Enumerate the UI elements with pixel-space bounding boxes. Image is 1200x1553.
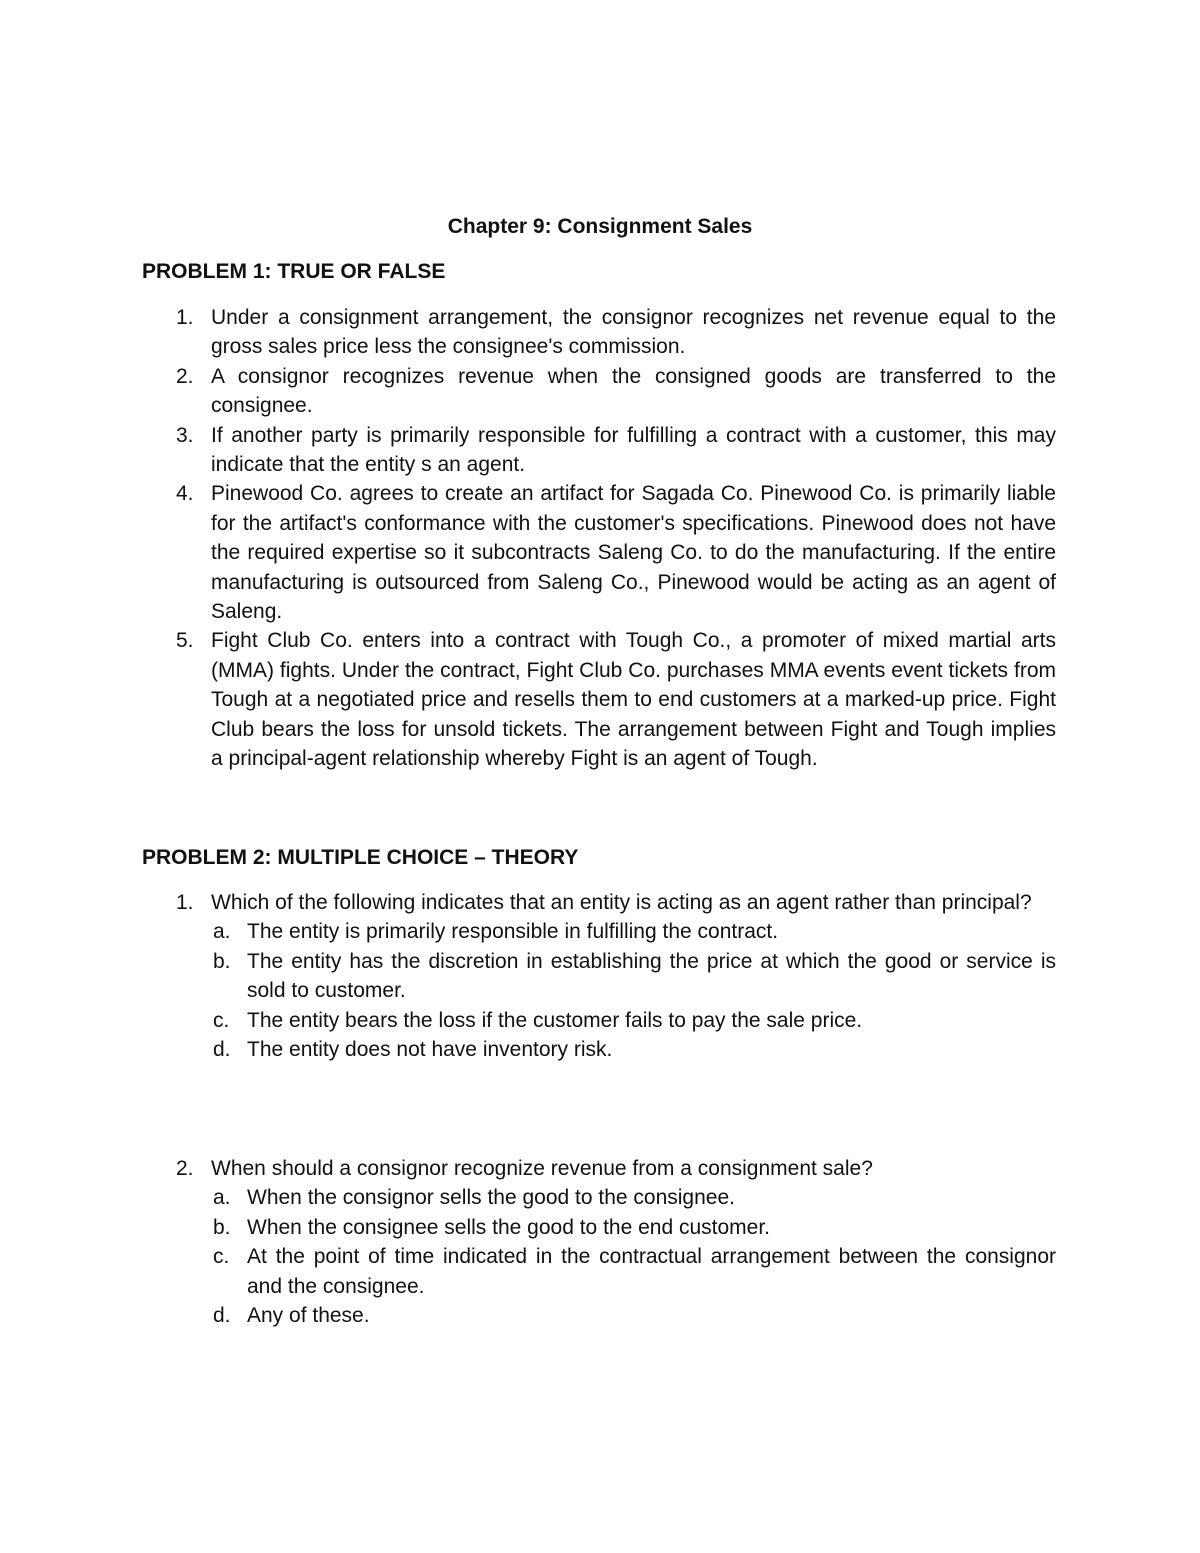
list-item — [142, 626, 1056, 773]
problem2-question-2 — [142, 1154, 1056, 1330]
choice-text: The entity has the discretion in establishing the price at which the good or service is sold to customer. — [247, 949, 1056, 1003]
question-number: 1. — [176, 891, 194, 914]
choice-letter: b. — [213, 1215, 231, 1239]
list-item — [142, 421, 1056, 480]
choice-item — [211, 1006, 1056, 1035]
choice-text: Any of these. — [247, 1304, 370, 1328]
choice-text: When the consignee sells the good to the end customer. — [247, 1215, 771, 1239]
choice-item — [211, 917, 1056, 946]
choice-letter: d. — [213, 1038, 231, 1062]
question-number: 2. — [176, 1157, 194, 1180]
choice-item — [211, 947, 1056, 1006]
choice-item — [211, 1213, 1056, 1242]
problem1-list — [142, 303, 1056, 774]
choice-letter: d. — [213, 1304, 231, 1328]
problem2-heading: PROBLEM 2: MULTIPLE CHOICE – THEORY — [142, 846, 579, 869]
choice-letter: c. — [213, 1008, 230, 1032]
question-item — [142, 888, 1056, 1064]
choice-item — [211, 1035, 1056, 1064]
question-item — [142, 1154, 1056, 1330]
choice-text: When the consignor sells the good to the consignee. — [247, 1186, 735, 1210]
choice-list — [211, 917, 1056, 1064]
question-text: When should a consignor recognize revenue from a consignment sale? — [211, 1157, 873, 1180]
problem1-heading: PROBLEM 1: TRUE OR FALSE — [142, 260, 446, 283]
item-number: 5. — [176, 629, 194, 653]
item-text: Fight Club Co. enters into a contract with Tough Co., a promoter of mixed martial arts (MMA) fights. Under the contract, Fight Club Co. purchases MMA events event tickets from Tough at a negotiated price and resells them to end customers at a marked-up price. Fight Club bears the loss for unsold tickets. The arrangement between Fight and Tough implies a principal-agent relationship whereby Fight is an agent of Tough. — [211, 629, 1056, 771]
question-text: Which of the following indicates that an entity is acting as an agent rather than principal? — [211, 891, 1032, 914]
choice-text: At the point of time indicated in the contractual arrangement between the consignor and the consignee. — [247, 1245, 1056, 1298]
page-title: Chapter 9: Consignment Sales — [447, 215, 753, 238]
item-text: Under a consignment arrangement, the consignor recognizes net revenue equal to the gross sales price less the consignee's commission. — [211, 306, 1056, 359]
item-number: 2. — [176, 364, 194, 388]
choice-item — [211, 1242, 1056, 1301]
choice-item — [211, 1183, 1056, 1212]
problem2-question-1 — [142, 888, 1056, 1064]
item-text: Pinewood Co. agrees to create an artifact for Sagada Co. Pinewood Co. is primarily liable for the artifact's conformance with the customer's specifications. Pinewood does not have the required expertise so it subcontracts Saleng Co. to do the manufacturing. If the entire manufacturing is outsourced from Saleng Co., Pinewood would be acting as an agent of Saleng. — [211, 482, 1056, 624]
item-text: A consignor recognizes revenue when the consigned goods are transferred to the consignee. — [211, 364, 1056, 418]
choice-text: The entity is primarily responsible in fulfilling the contract. — [247, 920, 779, 944]
list-item — [142, 479, 1056, 626]
choice-letter: a. — [213, 1186, 231, 1210]
item-number: 1. — [176, 306, 194, 329]
list-item — [142, 362, 1056, 421]
list-item — [142, 303, 1056, 362]
item-number: 3. — [176, 423, 194, 447]
choice-text: The entity does not have inventory risk. — [247, 1038, 613, 1062]
choice-list — [211, 1183, 1056, 1330]
item-number: 4. — [176, 482, 194, 506]
item-text: If another party is primarily responsible for fulfilling a contract with a customer, this may indicate that the entity s an agent. — [211, 423, 1056, 477]
choice-letter: b. — [213, 949, 231, 973]
choice-item — [211, 1301, 1056, 1330]
choice-text: The entity bears the loss if the customer fails to pay the sale price. — [247, 1008, 863, 1032]
choice-letter: a. — [213, 920, 231, 944]
choice-letter: c. — [213, 1245, 230, 1269]
